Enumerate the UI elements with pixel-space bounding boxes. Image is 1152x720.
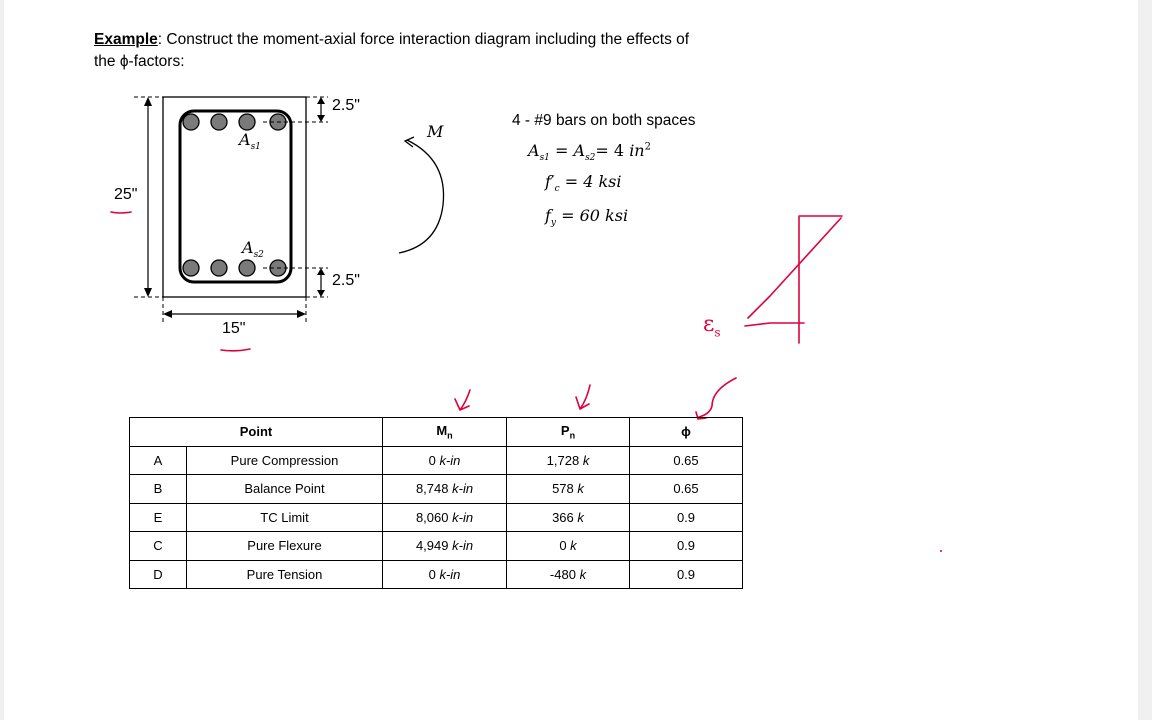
rebar [183, 260, 199, 276]
pn-value: 578 k [507, 475, 630, 504]
table-row [130, 560, 743, 589]
moment-arrow [399, 137, 444, 253]
rebar [211, 260, 227, 276]
height-label: 25" [114, 186, 138, 203]
table-header-row [130, 418, 743, 447]
phi-value: 0.9 [630, 532, 743, 561]
strain-line [748, 218, 841, 318]
phi-value: 0.65 [630, 475, 743, 504]
concrete-strength-equation: $f'_c = 4$ ksi [545, 172, 622, 195]
point-name: Pure Compression [187, 446, 383, 475]
pn-value: 1,728 k [507, 446, 630, 475]
stirrup [180, 111, 291, 282]
pn-value: 0 k [507, 532, 630, 561]
point-name: Pure Tension [187, 560, 383, 589]
bars-description: 4 - #9 bars on both spaces [512, 112, 696, 129]
phi-value: 0.65 [630, 446, 743, 475]
check-arrow-mn [455, 390, 470, 410]
as1-label: $A_{s1}$ [239, 130, 261, 153]
rebar [239, 260, 255, 276]
phi-value: 0.9 [630, 503, 743, 532]
width-label: 15" [222, 320, 246, 337]
example-label: Example [94, 31, 158, 48]
rebar [183, 114, 199, 130]
width-dimension [163, 310, 306, 318]
point-name: TC Limit [187, 503, 383, 532]
mn-value: 4,949 k-in [383, 532, 507, 561]
point-id: D [130, 560, 187, 589]
top-cover-dimension [317, 97, 325, 122]
moment-label: M [427, 122, 444, 141]
bottom-cover-dimension [317, 268, 325, 297]
strain-bottom [745, 323, 804, 326]
mn-header: $M_n$ [383, 418, 507, 447]
mn-value: 8,060 k-in [383, 503, 507, 532]
steel-area-equation: $A_{s1} = A_{s2}= 4$ $in^2$ [528, 141, 651, 164]
phi-value: 0.9 [630, 560, 743, 589]
rebar [239, 114, 255, 130]
problem-text-1: : Construct the moment-axial force interaction diagram including the effects of [157, 31, 690, 48]
phi-header: ϕ [630, 418, 743, 447]
pn-value: -480 k [507, 560, 630, 589]
check-arrow-pn [576, 385, 590, 409]
pn-value: 366 k [507, 503, 630, 532]
top-cover-label: 2.5" [332, 97, 360, 114]
bottom-cover-label: 2.5" [332, 272, 360, 289]
strain-label: $\varepsilon_s$ [703, 312, 721, 340]
point-header: Point [130, 418, 383, 447]
table-row [130, 532, 743, 561]
rebar [211, 114, 227, 130]
check-arrow-phi [696, 378, 736, 419]
ink-dot [940, 550, 942, 552]
point-id: B [130, 475, 187, 504]
point-id: C [130, 532, 187, 561]
table-row [130, 503, 743, 532]
mn-value: 0 k-in [383, 446, 507, 475]
interaction-points-table [129, 417, 743, 589]
problem-statement-line-2: the ϕ-factors: [94, 53, 185, 70]
as1-subscript: s1 [250, 142, 261, 153]
point-name: Pure Flexure [187, 532, 383, 561]
pn-header: $P_n$ [507, 418, 630, 447]
height-dimension [144, 97, 152, 297]
point-id: A [130, 446, 187, 475]
mn-value: 8,748 k-in [383, 475, 507, 504]
underline-25 [111, 212, 131, 213]
as2-label: $A_{s2}$ [242, 238, 264, 261]
point-name: Balance Point [187, 475, 383, 504]
steel-yield-equation: $f_y = 60$ ksi [545, 206, 629, 229]
table-row [130, 446, 743, 475]
point-id: E [130, 503, 187, 532]
underline-15 [221, 349, 250, 351]
mn-value: 0 k-in [383, 560, 507, 589]
table-row [130, 475, 743, 504]
as2-subscript: s2 [253, 250, 264, 261]
